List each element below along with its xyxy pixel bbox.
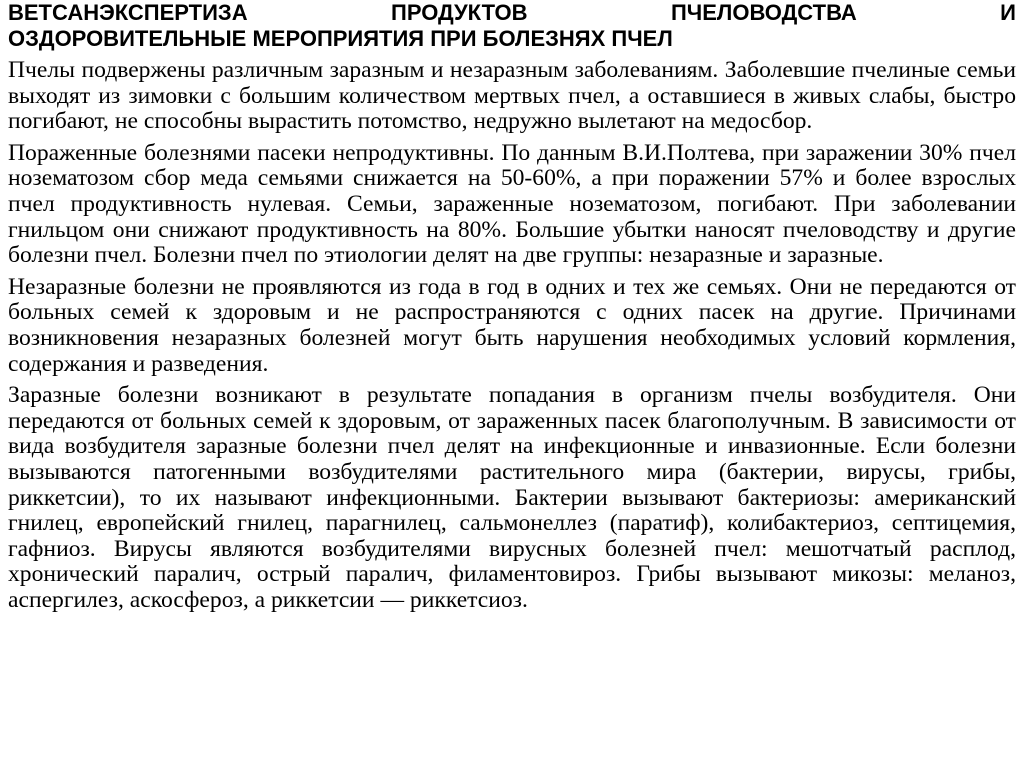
document-title (8, 0, 1016, 52)
paragraph-1: Пчелы подвержены различным заразным и незаразным заболеваниям. Заболевшие пчелиные семьи выходят из зимовки с большим количеством мертвых пчел, а оставшиеся в живых слабы, быстро погибают, не способны вырастить потомство, недружно вылетают на медосбор. (8, 57, 1016, 135)
paragraph-2: Пораженные болезнями пасеки непродуктивны. По данным В.И.Полтева, при заражении 30% пчел нозематозом сбор меда семьями снижается на 50-60%, а при поражении 57% и более взрослых пчел продуктивность нулевая. Семьи, зараженные нозематозом, погибают. При заболевании гнильцом они снижают продуктивность на 80%. Большие убытки наносят пчеловодству и другие болезни пчел. Болезни пчел по этиологии делят на две группы: незаразные и заразные. (8, 139, 1016, 269)
title-line-2: ОЗДОРОВИТЕЛЬНЫЕ МЕРОПРИЯТИЯ ПРИ БОЛЕЗНЯХ ПЧЕЛ (8, 26, 673, 51)
paragraph-4: Заразные болезни возникают в результате попадания в организм пчелы возбудителя. Они передаются от больных семей к здоровым, от зараженных пасек благополучным. В зависимости от вида возбудителя заразные болезни пчел делят на инфекционные и инвазионные. Если болезни вызываются патогенными возбудителями растительного мира (бактерии, вирусы, грибы, риккетсии), то их называют инфекционными. Бактерии вызывают бактериозы: американский гнилец, европейский гнилец, парагнилец, сальмонеллез (паратиф), колибактериоз, септицемия, гафниоз. Вирусы являются возбудителями вирусных болезней пчел: мешотчатый расплод, хронический паралич, острый паралич, филаментовироз. Грибы вызывают микозы: меланоз, аспергилез, аскосфероз, а риккетсии — риккетсиоз. (8, 382, 1016, 613)
title-line-1: ВЕТСАНЭКСПЕРТИЗА ПРОДУКТОВ ПЧЕЛОВОДСТВА И (8, 0, 1016, 25)
document-page (8, 0, 1016, 619)
paragraph-3: Незаразные болезни не проявляются из года в год в одних и тех же семьях. Они не передаются от больных семей к здоровым и не распространяются с одних пасек на другие. Причинами возникновения незаразных болезней могут быть нарушения необходимых условий кормления, содержания и разведения. (8, 273, 1016, 377)
